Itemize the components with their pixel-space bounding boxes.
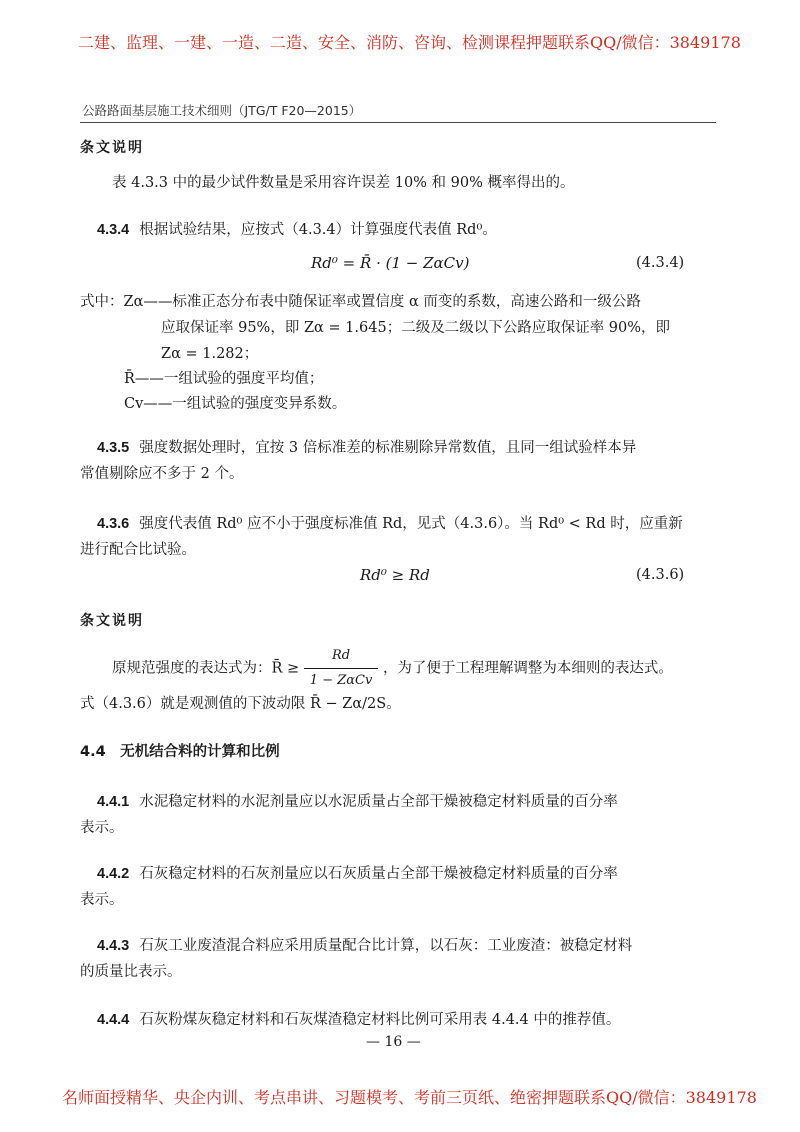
clause-number: 4.4.4 [97, 1012, 130, 1028]
clause-number: 4.4.1 [97, 794, 130, 810]
clause-text-cont: 的质量比表示。 [80, 964, 182, 980]
note-formula-line [112, 644, 673, 693]
clause-text: 水泥稳定材料的水泥剂量应以水泥质量占全部干燥被稳定材料质量的百分率 [139, 794, 618, 810]
where-line: R̄——一组试验的强度平均值； [124, 371, 324, 387]
note-heading: 条文说明 [80, 140, 144, 156]
fraction-numerator: Rd [304, 644, 379, 669]
header-rule [80, 122, 716, 123]
formula-4-3-6: Rd⁰ ≥ Rd [360, 566, 430, 584]
clause-text: 强度数据处理时，宜按 3 倍标准差的标准剔除异常数值，且同一组试验样本异 [139, 440, 637, 456]
clause-text-cont: 常值剔除应不多于 2 个。 [80, 466, 244, 482]
where-line: 应取保证率 95%，即 Zα = 1.645；二级及二级以下公路应取保证率 90%，即 [161, 320, 671, 336]
clause-4-4-1 [97, 790, 618, 814]
clause-4-3-6 [97, 512, 683, 536]
top-promo-banner: 二建、监理、一建、一造、二造、安全、消防、咨询、检测课程押题联系QQ/微信：3849178 [78, 33, 741, 52]
clause-text: 石灰稳定材料的石灰剂量应以石灰质量占全部干燥被稳定材料质量的百分率 [139, 866, 618, 882]
fraction-denominator: 1 − ZαCv [309, 673, 373, 688]
clause-text: 强度代表值 Rd⁰ 应不小于强度标准值 Rd，见式（4.3.6）。当 Rd⁰ < Rd 时，应重新 [139, 516, 683, 532]
clause-number: 4.3.5 [97, 440, 130, 456]
formula-4-3-4: Rd⁰ = R̄ · (1 − ZαCv) [311, 254, 470, 272]
clause-text: 石灰工业废渣混合料应采用质量配合比计算，以石灰：工业废渣：被稳定材料 [139, 938, 633, 954]
note-paragraph: 式（4.3.6）就是观测值的下波动限 R̄ − Zα/2S。 [80, 696, 401, 712]
clause-4-4-3 [97, 934, 632, 958]
section-heading: 4.4 无机结合料的计算和比例 [80, 744, 280, 760]
note-lead: 原规范强度的表达式为：R̄ ≥ [112, 660, 300, 677]
clause-text: 石灰粉煤灰稳定材料和石灰煤渣稳定材料比例可采用表 4.4.4 中的推荐值。 [139, 1012, 621, 1028]
clause-text-cont: 表示。 [80, 892, 124, 908]
note-tail: ，为了便于工程理解调整为本细则的表达式。 [382, 660, 673, 677]
clause-number: 4.3.4 [97, 222, 130, 238]
clause-text-cont: 表示。 [80, 820, 124, 836]
where-line: Zα = 1.282； [161, 346, 259, 362]
running-header: 公路路面基层施工技术细则（JTG/T F20—2015） [82, 103, 362, 118]
where-line: Cv——一组试验的强度变异系数。 [124, 396, 347, 412]
clause-4-3-5 [97, 436, 636, 460]
clause-number: 4.4.3 [97, 938, 130, 954]
clause-number: 4.4.2 [97, 866, 130, 882]
note-paragraph: 表 4.3.3 中的最少试件数量是采用容许误差 10% 和 90% 概率得出的。 [112, 175, 575, 191]
equation-number: (4.3.6) [636, 567, 685, 583]
fraction [304, 644, 379, 693]
page-number: — 16 — [366, 1034, 421, 1050]
note-heading: 条文说明 [80, 613, 144, 629]
where-line: 式中：Zα——标准正态分布表中随保证率或置信度 α 而变的系数，高速公路和一级公路 [80, 294, 641, 310]
bottom-promo-banner: 名师面授精华、央企内训、考点串讲、习题模考、考前三页纸、绝密押题联系QQ/微信：3849178 [62, 1088, 757, 1107]
equation-number: (4.3.4) [636, 255, 685, 271]
clause-text: 根据试验结果，应按式（4.3.4）计算强度代表值 Rd⁰。 [139, 222, 497, 238]
clause-4-3-4 [97, 218, 497, 242]
clause-number: 4.3.6 [97, 516, 130, 532]
clause-4-4-4 [97, 1008, 620, 1032]
clause-text-cont: 进行配合比试验。 [80, 542, 196, 558]
clause-4-4-2 [97, 862, 618, 886]
